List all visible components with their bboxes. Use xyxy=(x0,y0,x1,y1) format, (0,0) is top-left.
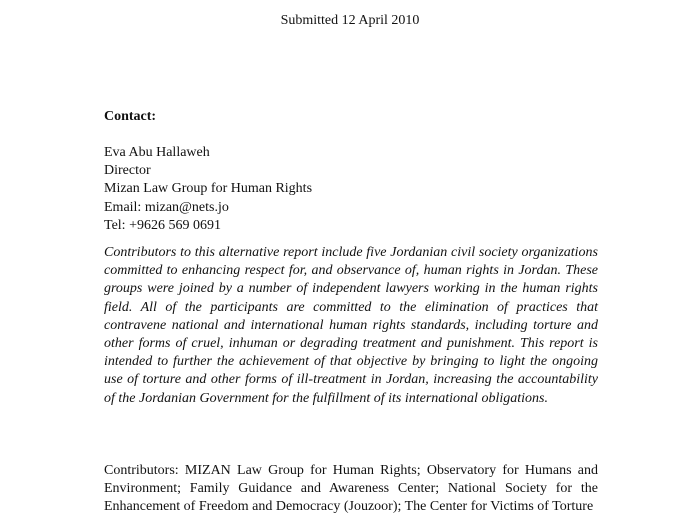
contact-block xyxy=(104,144,598,235)
contributors-paragraph: Contributors: MIZAN Law Group for Human Rights; Observatory for Humans and Environment; Family Guidance and Awareness Center; National Society for the Enhancement of Freedom and Democracy (Jouzoor); The Center for Victims of Torture xyxy=(104,463,598,515)
contact-organization: Mizan Law Group for Human Rights xyxy=(104,181,313,197)
contact-title: Director xyxy=(104,163,151,179)
contact-phone: Tel: +9626 569 0691 xyxy=(104,217,221,233)
contact-heading: Contact: xyxy=(104,109,157,124)
contact-name: Eva Abu Hallaweh xyxy=(104,145,210,160)
submission-date: Submitted 12 April 2010 xyxy=(280,13,420,28)
intro-paragraph: Contributors to this alternative report include five Jordanian civil society organizations committed to enhancing respect for, and observance of, human rights in Jordan. These groups were joined by a number of independent lawyers working in the human rights field. All of the participants are committed to the elimination of practices that contravene national and international human rights standards, including torture and other forms of cruel, inhuman or degrading treatment and punishment. This report is intended to further the achievement of that objective by bringing to light the ongoing use of torture and other forms of ill-treatment in Jordan, increasing the accountability of the Jordanian Government for the fulfillment of its international obligations. xyxy=(104,245,598,406)
contact-email: Email: mizan@nets.jo xyxy=(104,199,229,215)
